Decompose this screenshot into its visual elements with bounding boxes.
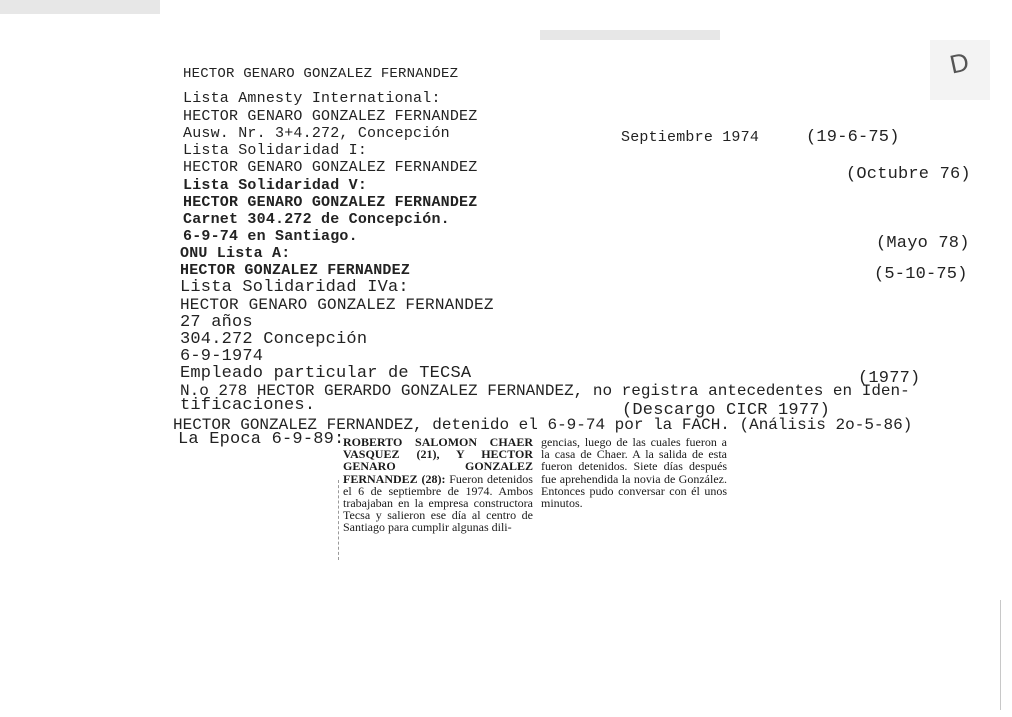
date-note: (5-10-75) <box>874 265 968 284</box>
newspaper-clipping <box>343 436 733 566</box>
reference-line: 304.272 Concepción <box>180 330 368 349</box>
detention-line: HECTOR GONZALEZ FERNANDEZ, detenido el 6-9-74 por la FACH. (Análisis 2o-5-86) <box>173 416 913 434</box>
name-line: HECTOR GENARO GONZALEZ FERNANDEZ <box>183 159 478 176</box>
date-note: Septiembre 1974 <box>621 129 760 146</box>
registry-line: N.o 278 HECTOR GERARDO GONZALEZ FERNANDEZ, no registra antecedentes en Iden- <box>180 382 910 400</box>
list-heading: ONU Lista A: <box>180 245 291 262</box>
clipping-lead: ROBERTO SALOMON CHAER VASQUEZ (21), Y HECTOR GENARO GONZALEZ FERNANDEZ (28): <box>343 435 533 486</box>
clipping-edge <box>338 480 339 560</box>
name-line: HECTOR GENARO GONZALEZ FERNANDEZ <box>180 296 494 314</box>
date-note: (1977) <box>858 369 921 388</box>
scan-speck <box>540 30 720 40</box>
scan-edge-line <box>1000 600 1001 710</box>
name-line: HECTOR GENARO GONZALEZ FERNANDEZ <box>183 108 478 125</box>
corner-mark: D <box>946 46 972 80</box>
reference-line: Ausw. Nr. 3+4.272, Concepción <box>183 125 450 142</box>
list-heading: Lista Solidaridad V: <box>183 177 368 194</box>
registry-line-continued: tificaciones. <box>180 396 316 415</box>
employment-line: Empleado particular de TECSA <box>180 364 472 383</box>
date-note: (Mayo 78) <box>876 234 970 253</box>
source-note: (Descargo CICR 1977) <box>622 401 831 420</box>
date-line: 6-9-74 en Santiago. <box>183 228 358 245</box>
scan-speck <box>0 0 160 14</box>
name-line: HECTOR GENARO GONZALEZ FERNANDEZ <box>183 194 478 211</box>
newspaper-source: La Epoca 6-9-89: <box>178 430 345 449</box>
list-heading: Lista Amnesty International: <box>183 90 441 107</box>
clipping-column-2 <box>541 436 727 509</box>
name-line: HECTOR GONZALEZ FERNANDEZ <box>180 262 411 279</box>
date-note: (19-6-75) <box>806 128 900 147</box>
name-line: HECTOR GENARO GONZALEZ FERNANDEZ <box>183 66 459 82</box>
clipping-column-1 <box>343 436 533 534</box>
reference-line: Carnet 304.272 de Concepción. <box>183 211 450 228</box>
clipping-body: Fueron detenidos el 6 de septiembre de 1974. Ambos trabajaban en la empresa constructora Tecsa y salieron ese día al centro de Santiago para cumplir algunas dili- <box>343 471 533 535</box>
clipping-body: gencias, luego de las cuales fueron a la casa de Chaer. A la salida de esta fueron detenidos. Siete días después fue aprehendida la novia de González. Entonces pudo conversar con él unos minutos. <box>541 435 727 511</box>
list-heading: Lista Solidaridad IVa: <box>180 278 409 297</box>
list-heading: Lista Solidaridad I: <box>183 142 368 159</box>
age-line: 27 años <box>180 313 253 332</box>
date-line: 6-9-1974 <box>180 347 264 366</box>
date-note: (Octubre 76) <box>846 165 971 184</box>
